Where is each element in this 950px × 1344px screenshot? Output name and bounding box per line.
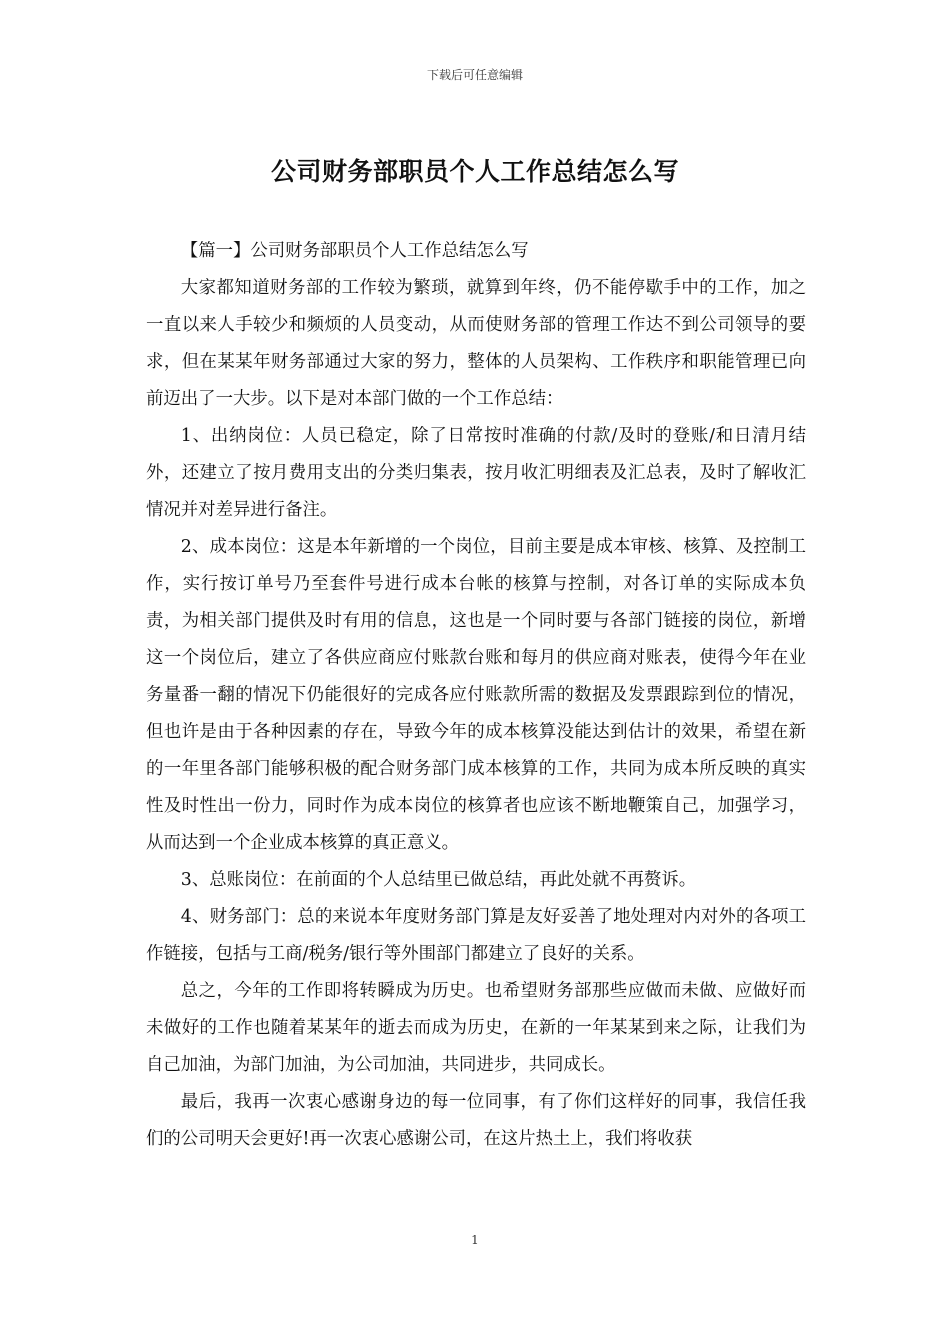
paragraph-general-ledger: 3、总账岗位：在前面的个人总结里已做总结，再此处就不再赘诉。: [180, 870, 697, 890]
paragraph-closing: 最后，我再一次衷心感谢身边的每一位同事，有了你们这样好的同事，我信任我们的公司明天会更好!再一次衷心感谢公司，在这片热土上，我们将收获: [146, 1092, 806, 1149]
paragraph-finance-dept: 4、财务部门：总的来说本年度财务部门算是友好妥善了地处理对内对外的各项工作链接，包括与工商/税务/银行等外围部门都建立了良好的关系。: [146, 907, 806, 964]
section-heading: 【篇一】公司财务部职员个人工作总结怎么写: [180, 241, 529, 261]
paragraph-summary: 总之，今年的工作即将转瞬成为历史。也希望财务部那些应做而未做、应做好而未做好的工作也随着某某年的逝去而成为历史，在新的一年某某到来之际，让我们为自己加油，为部门加油，为公司加油，共同进步，共同成长。: [146, 981, 806, 1075]
document-body: [146, 233, 806, 1158]
page-header-note: 下载后可任意编辑: [426, 68, 523, 82]
document-title: 公司财务部职员个人工作总结怎么写: [270, 157, 679, 186]
paragraph-cashier: 1、出纳岗位：人员已稳定，除了日常按时准确的付款/及时的登账/和日清月结外，还建立了按月费用支出的分类归集表，按月收汇明细表及汇总表，及时了解收汇情况并对差异进行备注。: [146, 426, 806, 520]
page-number: 1: [471, 1233, 479, 1247]
paragraph-cost: 2、成本岗位：这是本年新增的一个岗位，目前主要是成本审核、核算、及控制工作，实行按订单号乃至套件号进行成本台帐的核算与控制，对各订单的实际成本负责，为相关部门提供及时有用的信息，这也是一个同时要与各部门链接的岗位，新增这一个岗位后，建立了各供应商应付账款台账和每月的供应商对账表，使得今年在业务量番一翻的情况下仍能很好的完成各应付账款所需的数据及发票跟踪到位的情况，但也许是由于各种因素的存在，导致今年的成本核算没能达到估计的效果，希望在新的一年里各部门能够积极的配合财务部门成本核算的工作，共同为成本所反映的真实性及时性出一份力，同时作为成本岗位的核算者也应该不断地鞭策自己，加强学习，从而达到一个企业成本核算的真正意义。: [146, 537, 806, 853]
paragraph-intro: 大家都知道财务部的工作较为繁琐，就算到年终，仍不能停歇手中的工作，加之一直以来人手较少和频烦的人员变动，从而使财务部的管理工作达不到公司领导的要求，但在某某年财务部通过大家的努力，整体的人员架构、工作秩序和职能管理已向前迈出了一大步。以下是对本部门做的一个工作总结：: [146, 278, 806, 409]
